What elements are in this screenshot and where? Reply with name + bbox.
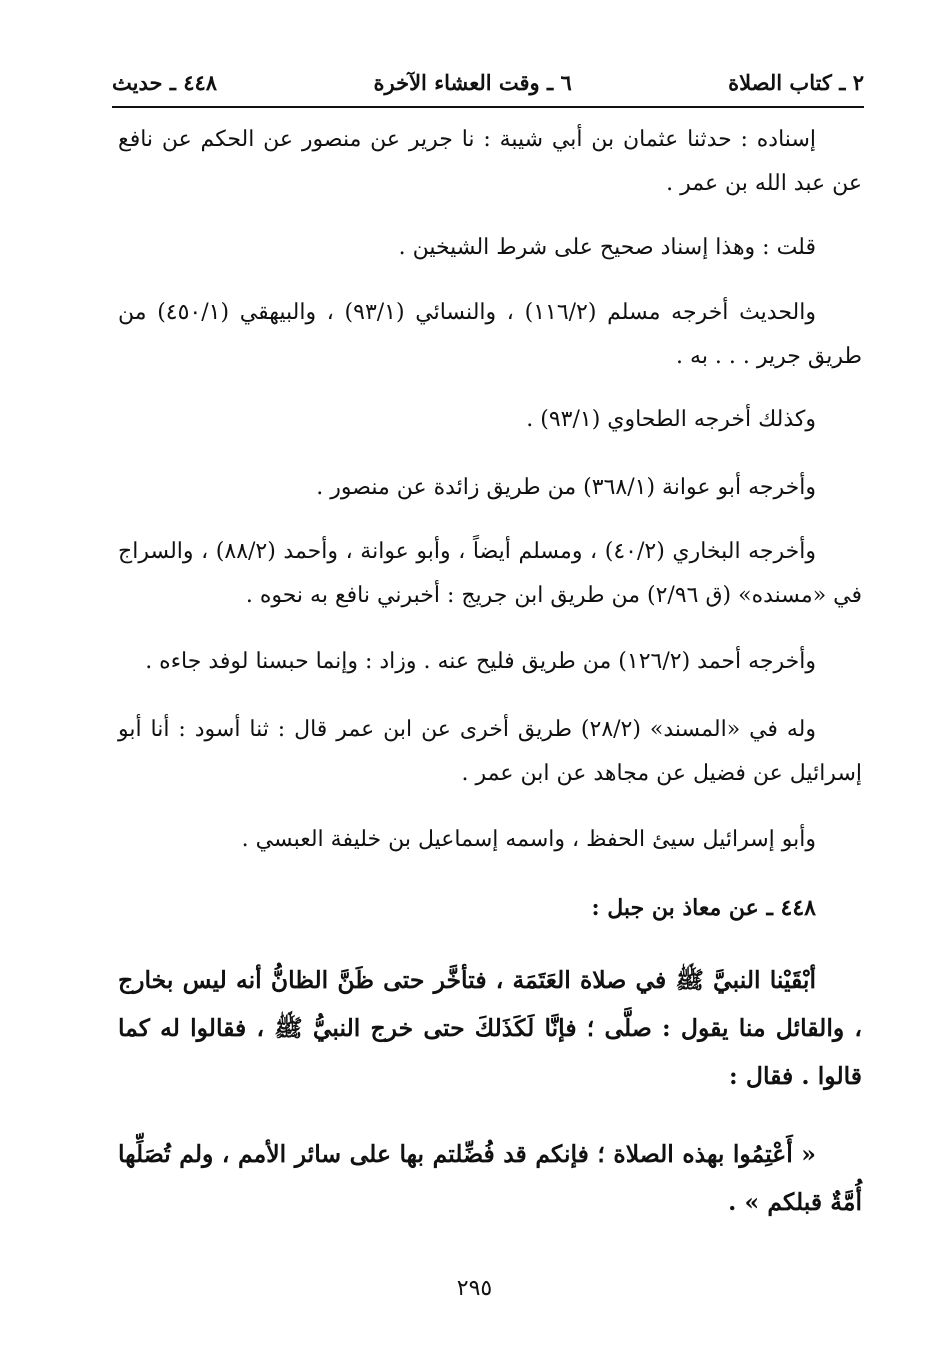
hadith-heading-block: [118, 886, 862, 930]
isnad-paragraph: إسناده : حدثنا عثمان بن أبي شيبة : نا جرير عن منصور عن الحكم عن نافع عن عبد الله بن عمر .: [118, 127, 862, 196]
commentary-block: [118, 226, 862, 270]
header-divider: [112, 106, 864, 108]
commentary-block: [118, 118, 862, 206]
hadith-text-block: [118, 956, 862, 1100]
header-chapter-title: ٦ ـ وقت العشاء الآخرة: [373, 69, 572, 95]
takhrij-paragraph: وله في «المسند» (٢٨/٢) طريق أخرى عن ابن عمر قال : ثنا أسود : أنا أبو إسرائيل عن فضيل عن مجاهد عن ابن عمر .: [118, 717, 862, 786]
commentary-block: [118, 291, 862, 379]
hadith-quote-block: [118, 1130, 862, 1226]
grading-paragraph: قلت : وهذا إسناد صحيح على شرط الشيخين .: [398, 235, 816, 260]
hadith-text: أبْقَيْنا النبيَّ ﷺ في صلاة العَتَمَة ، فتأخَّر حتى ظَنَّ الظانُّ أنه ليس بخارج ، والقائل منا يقول : صلَّى ؛ فإنَّا لَكَذَلكَ حتى خرج النبيُّ ﷺ ، فقالوا له كما قالوا . فقال :: [118, 966, 862, 1090]
hadith-heading: ٤٤٨ ـ عن معاذ بن جبل :: [591, 895, 816, 921]
page-number: ٢٩٥: [456, 1276, 493, 1301]
running-header: [112, 62, 864, 102]
commentary-block: [118, 640, 862, 684]
commentary-block: [118, 530, 862, 618]
header-hadith-number: ٤٤٨ ـ حديث: [112, 69, 218, 95]
takhrij-paragraph: وكذلك أخرجه الطحاوي (٩٣/١) .: [526, 407, 816, 432]
header-book-title: ٢ ـ كتاب الصلاة: [728, 69, 864, 95]
takhrij-paragraph: وأخرجه أبو عوانة (٣٦٨/١) من طريق زائدة عن منصور .: [316, 475, 816, 500]
hadith-quote: « أَعْتِمُوا بهذه الصلاة ؛ فإنكم قد فُضِّلتم بها على سائر الأمم ، ولم تُصَلِّها أُمَّةٌ قبلكم » .: [118, 1140, 862, 1216]
narrator-note-paragraph: وأبو إسرائيل سيئ الحفظ ، واسمه إسماعيل بن خليفة العبسي .: [241, 827, 816, 852]
commentary-block: [118, 818, 862, 862]
commentary-block: [118, 398, 862, 442]
commentary-block: [118, 466, 862, 510]
takhrij-paragraph: وأخرجه أحمد (١٢٦/٢) من طريق فليح عنه . وزاد : وإنما حبسنا لوفد جاءه .: [145, 649, 816, 674]
takhrij-paragraph: وأخرجه البخاري (٤٠/٢) ، ومسلم أيضاً ، وأبو عوانة ، وأحمد (٨٨/٢) ، والسراج في «مسنده» (ق ٢/٩٦) من طريق ابن جريج : أخبرني نافع به نحوه .: [118, 539, 862, 608]
commentary-block: [118, 708, 862, 796]
takhrij-paragraph: والحديث أخرجه مسلم (١١٦/٢) ، والنسائي (٩٣/١) ، والبيهقي (٤٥٠/١) من طريق جرير . . . به .: [118, 300, 862, 369]
